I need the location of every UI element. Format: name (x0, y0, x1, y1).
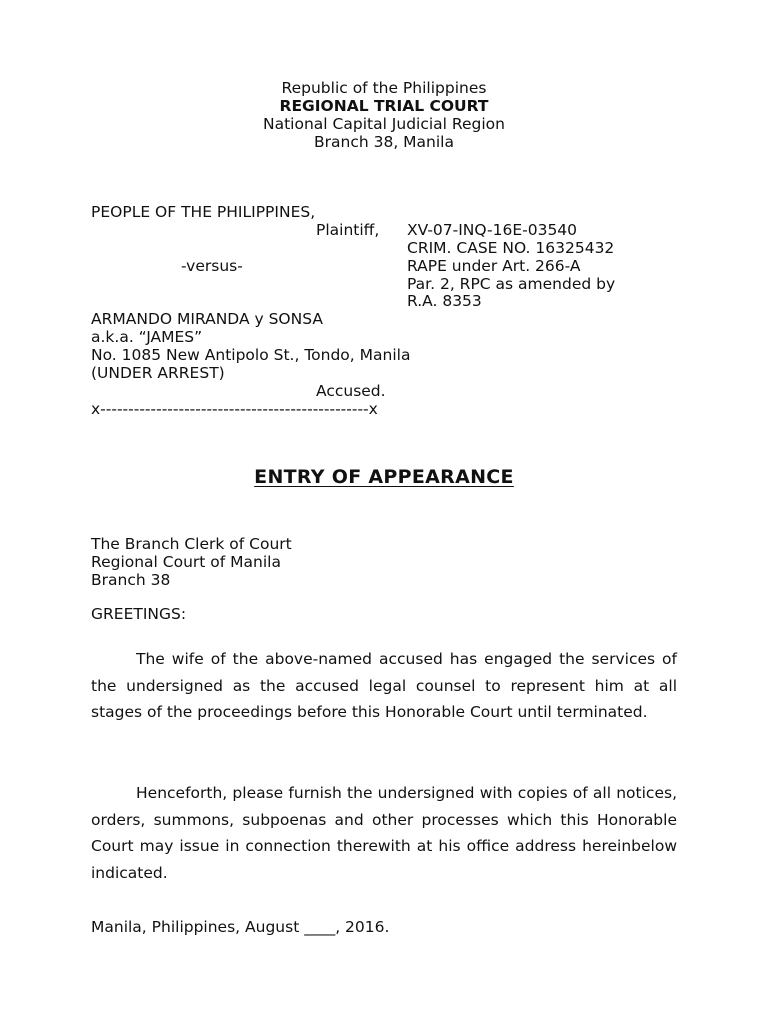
plaintiff-role: Plaintiff, (316, 221, 380, 239)
plaintiff-name: PEOPLE OF THE PHILIPPINES, (91, 203, 316, 221)
offense-line-3: R.A. 8353 (407, 292, 482, 310)
greeting: GREETINGS: (91, 605, 187, 623)
addressee-line-1: The Branch Clerk of Court (91, 535, 292, 553)
accused-address: No. 1085 New Antipolo St., Tondo, Manila (91, 346, 411, 364)
place-and-date: Manila, Philippines, August ____, 2016. (91, 918, 390, 936)
case-reference: XV-07-INQ-16E-03540 (407, 221, 578, 239)
body-paragraph-1 (91, 646, 677, 726)
accused-aka: a.k.a. “JAMES” (91, 328, 203, 346)
document-title: ENTRY OF APPEARANCE (254, 466, 514, 488)
accused-status: (UNDER ARREST) (91, 364, 225, 382)
republic-line: Republic of the Philippines (281, 79, 487, 97)
court-name: REGIONAL TRIAL COURT (279, 97, 489, 115)
body-paragraph-1-text: The wife of the above-named accused has engaged the services of the undersigned as the accused legal counsel to represent him at all stages of the proceedings before this Honorable Court until terminated. (91, 650, 677, 722)
addressee-line-2: Regional Court of Manila (91, 553, 281, 571)
body-paragraph-2 (91, 780, 677, 887)
accused-name: ARMANDO MIRANDA y SONSA (91, 310, 323, 328)
accused-role: Accused. (316, 382, 386, 400)
offense-line-2: Par. 2, RPC as amended by (407, 275, 616, 293)
offense-line-1: RAPE under Art. 266-A (407, 257, 581, 275)
body-paragraph-2-text: Henceforth, please furnish the undersigned with copies of all notices, orders, summons, subpoenas and other processes which this Honorable Court may issue in connection therewith at his office address hereinbelow indicated. (91, 784, 677, 883)
addressee-line-3: Branch 38 (91, 571, 171, 589)
versus-label: -versus- (181, 257, 243, 275)
caption-divider: x------------------------------------------------x (91, 400, 378, 418)
branch-line: Branch 38, Manila (314, 133, 454, 151)
judicial-region: National Capital Judicial Region (263, 115, 505, 133)
criminal-case-number: CRIM. CASE NO. 16325432 (407, 239, 615, 257)
